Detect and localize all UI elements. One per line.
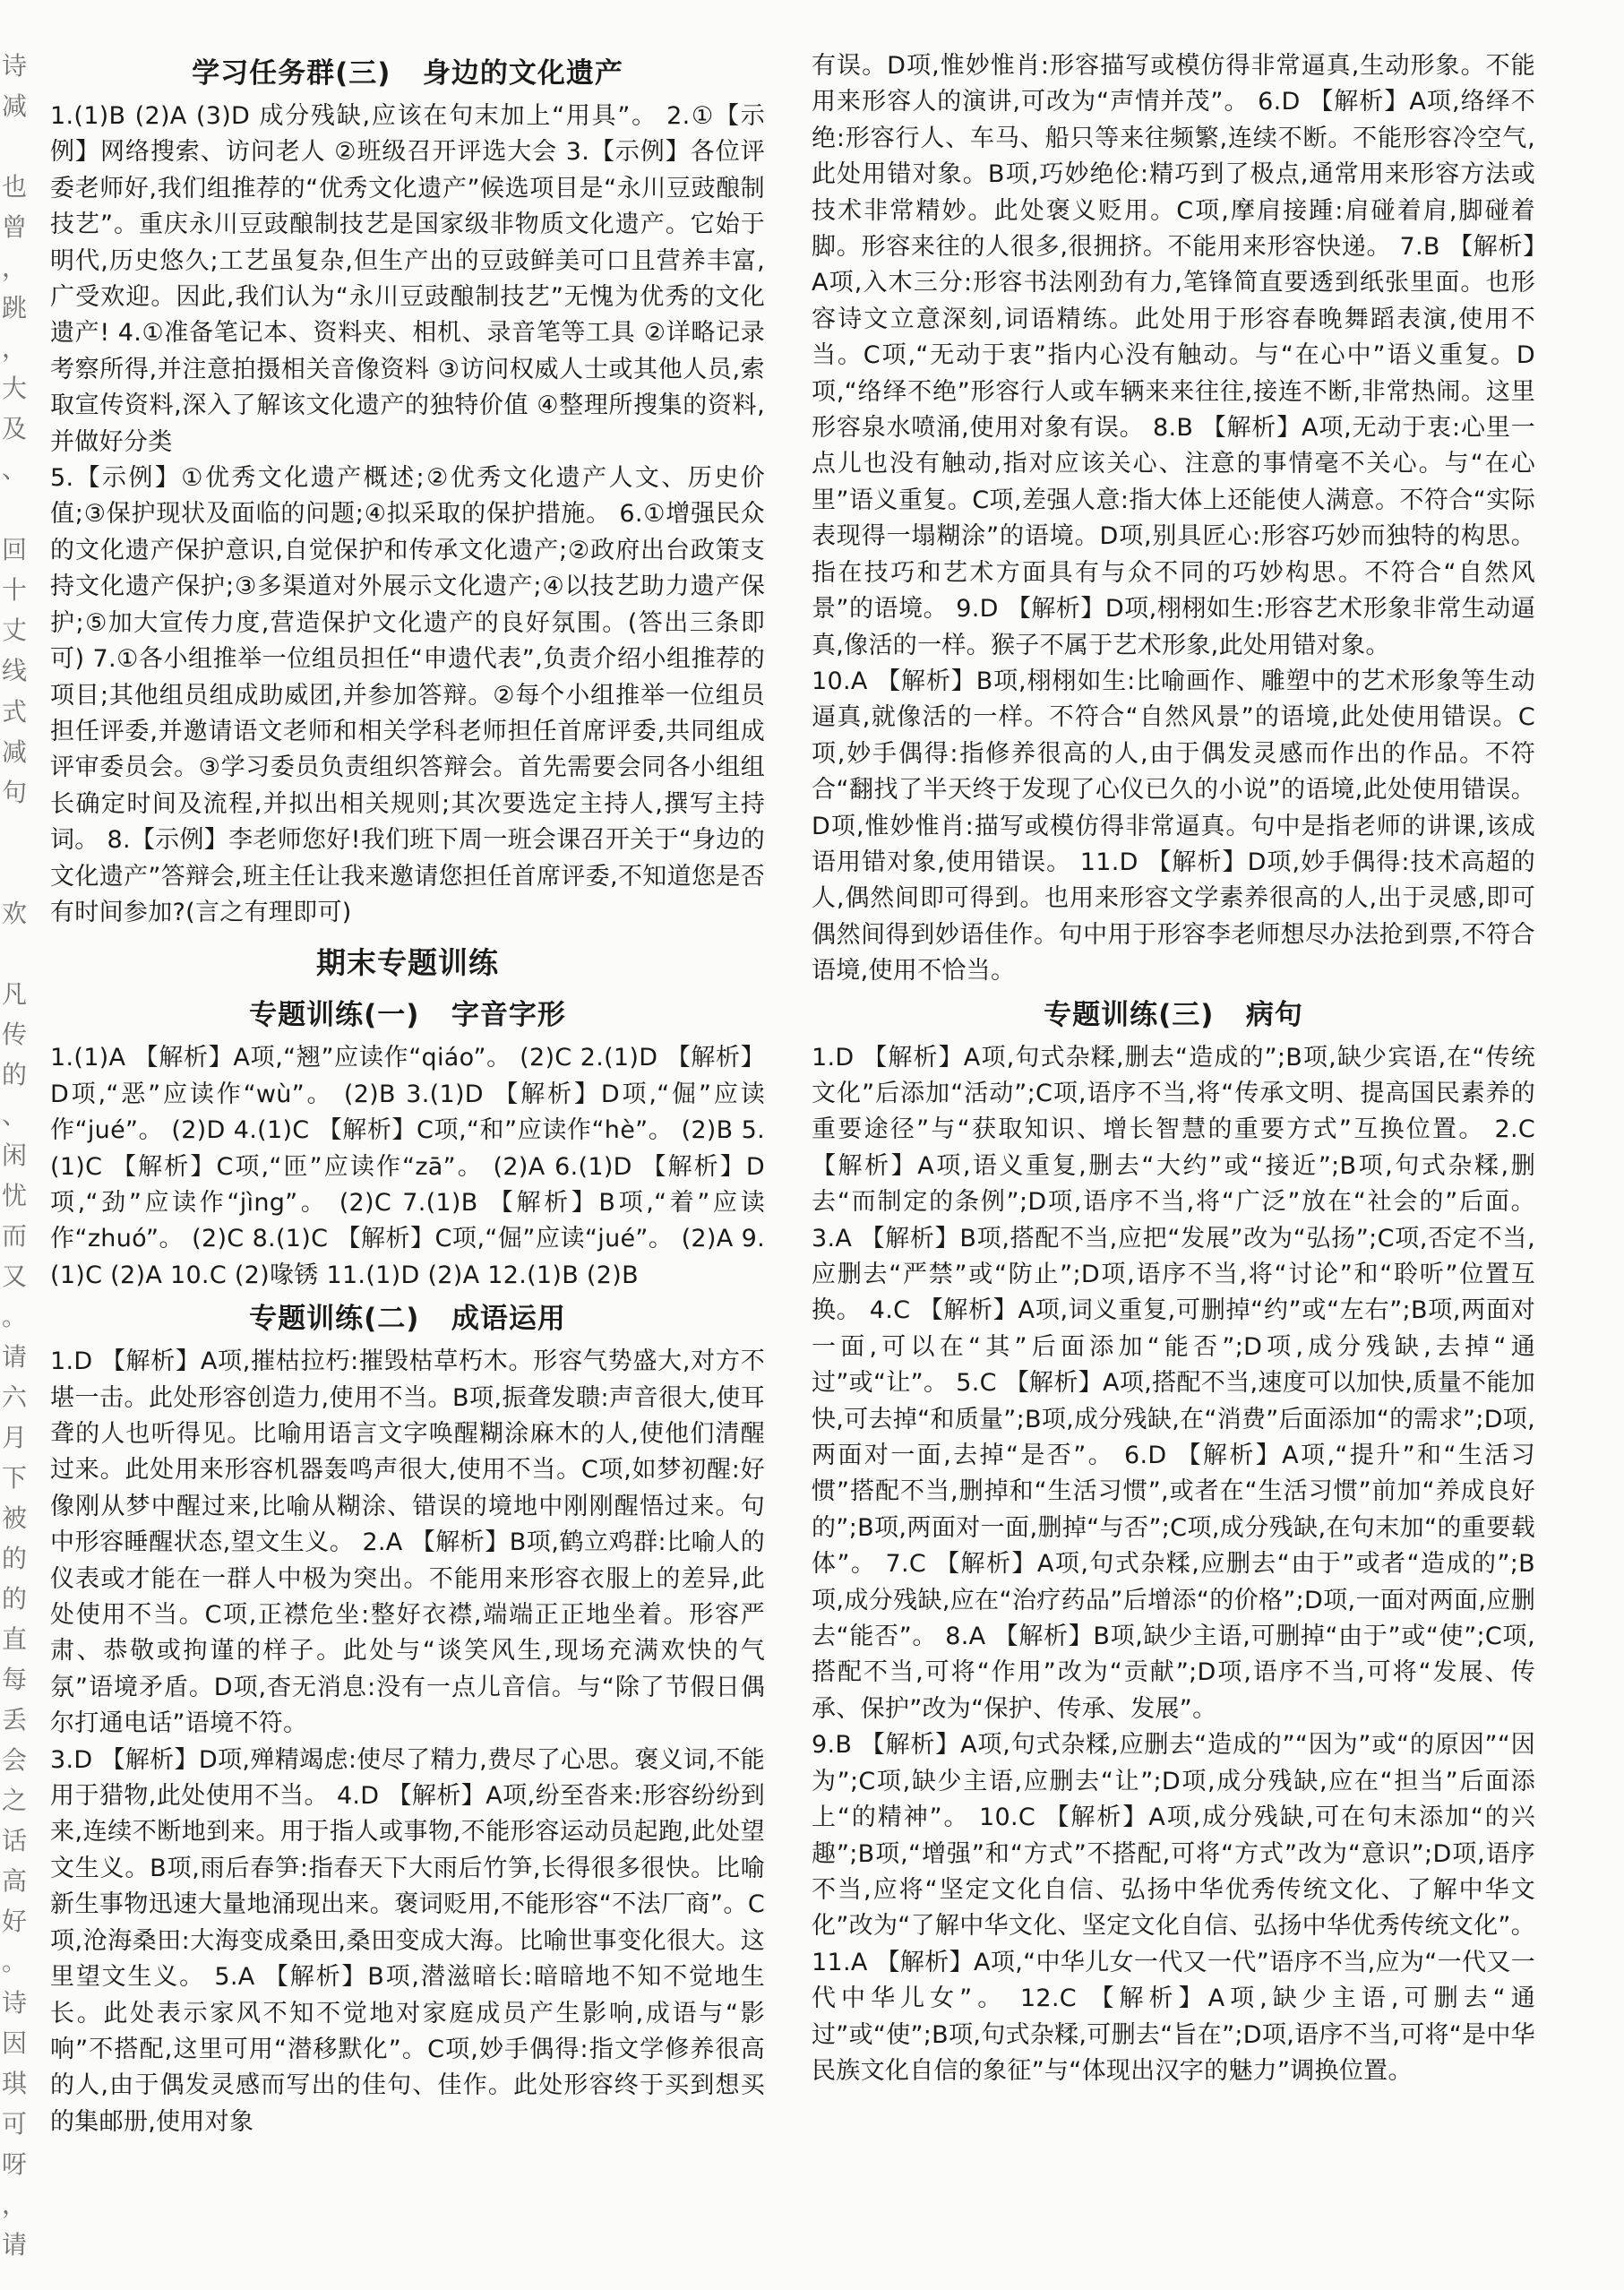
answer-block-pronunciation: 1.(1)A 【解析】A项,“翘”应读作“qiáo”。 (2)C 2.(1)D 【解析】D项,“恶”应读作“wù”。 (2)B 3.(1)D 【解析】D项,“倔”应读作“jué”。 (2)D 4.(1)C 【解析】C项,“和”应读作“hè”。 (2)B 5.(1)C 【解析】C项,“匝”应读作“zā”。 (2)A 6.(1)D 【解析】D项,“劲”应读作“jìng”。 (2)C 7.(1)B 【解析】B项,“着”应读作“zhuó”。 (2)C 8.(1)C 【解析】C项,“倔”应读“jué”。 (2)A 9.(1)C (2)A 10.C (2)喙锈 11.(1)D (2)A 12.(1)B (2)B (50, 1044, 765, 1289)
edge-char: 诗 (2, 1987, 28, 2018)
edge-char: 丢 (2, 1705, 28, 1735)
edge-char: 会 (2, 1745, 28, 1776)
edge-char (2, 134, 29, 159)
edge-char (2, 942, 29, 967)
edge-char: ， (2, 333, 28, 364)
edge-char: 六 (2, 1382, 28, 1413)
edge-char: 的 (2, 1584, 28, 1614)
edge-char: 直 (2, 1624, 28, 1655)
edge-char: 话 (2, 1826, 28, 1856)
edge-char: 跳 (2, 293, 28, 323)
answer-block-heritage-1: 1.(1)B (2)A (3)D 成分残缺,应该在句末加上“用具”。 2.①【示例】网络搜索、访问老人 ②班级召开评选大会 3.【示例】各位评委老师好,我们组推荐的“优秀文化遗产”候选项目是“永川豆豉酿制技艺”。重庆永川豆豉酿制技艺是国家级非物质文化遗产。它始于明代,历史悠久;工艺虽复杂,但生产出的豆豉鲜美可口且营养丰富,广受欢迎。因此,我们认为“永川豆豉酿制技艺”无愧为优秀的文化遗产! 4.①准备笔记本、资料夹、相机、录音笔等工具 ②详略记录考察所得,并注意拍摄相关音像资料 ③访问权威人士或其他人员,索取宣传资料,深入了解该文化遗产的独特价值 ④整理所搜集的资料,并做好分类 (50, 102, 765, 456)
answer-block-idioms-4: 10.A 【解析】B项,栩栩如生:比喻画作、雕塑中的艺术形象等生动逼真,就像活的一样。不符合“自然风景”的语境,此处使用错误。C项,妙手偶得:指修养很高的人,由于偶发灵感而作出的作品。不符合“翻找了半天终于发现了心仪已久的小说”的语境,此处使用错误。D项,惟妙惟肖:描写或模仿得非常逼真。句中是指老师的讲课,该成语用错对象,使用错误。 11.D 【解析】D项,妙手偶得:技术高超的人,偶然间即可得到。也用来形容文学素养很高的人,出于灵感,即可偶然间得到妙语佳作。句中用于形容李老师想尽办法抢到票,不符合语境,使用不恰当。 (812, 667, 1535, 986)
section-heading-training-3: 专题训练(三) 病句 (1044, 998, 1303, 1031)
edge-char: 线 (2, 656, 28, 686)
left-column (50, 48, 765, 2140)
edge-char: 下 (2, 1463, 28, 1494)
edge-char (2, 821, 29, 846)
edge-char: ， (2, 253, 28, 283)
edge-char: 丈 (2, 616, 28, 646)
edge-char: 欢 (2, 898, 28, 928)
edge-char: 减 (2, 91, 28, 122)
edge-char: 。 (2, 1301, 28, 1331)
edge-char: 回 (2, 535, 28, 565)
edge-char: 句 (2, 777, 28, 807)
edge-char: 请 (2, 1342, 28, 1372)
edge-char: 被 (2, 1503, 28, 1534)
edge-char: 的 (2, 1544, 28, 1574)
edge-char: 也 (2, 172, 28, 202)
adjacent-page-edge-text (2, 51, 29, 2260)
answer-block-sentences-1: 1.D 【解析】A项,句式杂糅,删去“造成的”;B项,缺少宾语,在“传统文化”后添加“活动”;C项,语序不当,将“传承文明、提高国民素养的重要途径”与“获取知识、增长智慧的重要方式”互换位置。 2.C 【解析】A项,语义重复,删去“大约”或“接近”;B项,句式杂糅,删去“而制定的条例”;D项,语序不当,将“广泛”放在“社会的”后面。 3.A 【解析】B项,搭配不当,应把“发展”改为“弘扬”;C项,否定不当,应删去“严禁”或“防止”;D项,语序不当,将“讨论”和“聆听”位置互换。 4.C 【解析】A项,词义重复,可删掉“约”或“左右”;B项,两面对一面,可以在“其”后面添加“能否”;D项,成分残缺,去掉“通过”或“让”。 5.C 【解析】A项,搭配不当,速度可以加快,质量不能加快,可去掉“和质量”;B项,成分残缺,在“消费”后面添加“的需求”;D项,两面对一面,去掉“是否”。 6.D 【解析】A项,“提升”和“生活习惯”搭配不当,删掉和“生活习惯”,或者在“生活习惯”前加“养成良好的”;B项,两面对一面,删掉“与否”;C项,成分残缺,在句末加“的重要载体”。 7.C 【解析】A项,句式杂糅,应删去“由于”或者“造成的”;B项,成分残缺,应在“治疗药品”后增添“的价格”;D项,一面对两面,应删去“能否”。 8.A 【解析】B项,缺少主语,可删掉“由于”或“使”;C项,搭配不当,可将“作用”改为“贡献”;D项,语序不当,可将“发展、传承、保护”改为“保护、传承、发展”。 (812, 1043, 1535, 1723)
edge-char: 好 (2, 1907, 28, 1937)
edge-char: 十 (2, 575, 28, 606)
edge-char: 诗 (2, 51, 28, 81)
edge-char: 请 (2, 2229, 28, 2260)
edge-char (2, 861, 29, 886)
section-heading-training-2: 专题训练(二) 成语运用 (249, 1303, 566, 1336)
edge-char: 可 (2, 2108, 28, 2139)
edge-char: 月 (2, 1423, 28, 1453)
edge-char: 曾 (2, 212, 28, 243)
answer-block-idioms-1: 1.D 【解析】A项,摧枯拉朽:摧毁枯草朽木。形容气势盛大,对方不堪一击。此处形容创造力,使用不当。B项,振聋发聩:声音很大,使耳聋的人也听得见。比喻用语言文字唤醒糊涂麻木的人,使他们清醒过来。此处用来形容机器轰鸣声很大,使用不当。C项,如梦初醒:好像刚从梦中醒过来,比喻从糊涂、错误的境地中刚刚醒悟过来。句中形容睡醒状态,望文生义。 2.A 【解析】B项,鹤立鸡群:比喻人的仪表或才能在一群人中极为突出。不能用来形容衣服上的差异,此处使用不当。C项,正襟危坐:整好衣襟,端端正正地坐着。形容严肃、恭敬或拘谨的样子。此处与“谈笑风生,现场充满欢快的气氛”语境矛盾。D项,杳无消息:没有一点儿音信。与“除了节假日偶尔打通电话”语境不符。 (50, 1347, 766, 1738)
edge-char: 闲 (2, 1140, 28, 1170)
edge-char: 忧 (2, 1180, 28, 1210)
edge-char: ， (2, 2189, 28, 2219)
answer-block-sentences-2: 9.B 【解析】A项,句式杂糅,应删去“造成的”“因为”或“的原因”“因为”;C项,缺少主语,应删去“让”;D项,成分残缺,应在“担当”后面添上“的精神”。 10.C 【解析】A项,成分残缺,可在句末添加“的兴趣”;B项,“增强”和“方式”不搭配,可将“方式”改为“意识”;D项,语序不当,应将“坚定文化自信、弘扬中华优秀传统文化、了解中华文化”改为“了解中华文化、坚定文化自信、弘扬中华优秀传统文化”。 11.A 【解析】A项,“中华儿女一代又一代”语序不当,应为“一代又一代中华儿女”。 12.C 【解析】A项,缺少主语,可删去“通过”或“使”;B项,句式杂糅,可删去“旨在”;D项,语序不当,可将“是中华民族文化自信的象征”与“体现出汉字的魅力”调换位置。 (812, 1731, 1535, 2085)
edge-char (2, 497, 29, 522)
answer-block-heritage-2: 5.【示例】①优秀文化遗产概述;②优秀文化遗产人文、历史价值;③保护现状及面临的问题;④拟采取的保护措施。 6.①增强民众的文化遗产保护意识,自觉保护和传承文化遗产;②政府出台政策支持文化遗产保护;③多渠道对外展示文化遗产;④以技艺助力遗产保护;⑤加大宣传力度,营造保护文化遗产的良好氛围。(答出三条即可) 7.①各小组推举一位组员担任“申遗代表”,负责介绍小组推荐的项目;其他组员组成助威团,并参加答辩。②每个小组推举一位组员担任评委,并邀请语文老师和相关学科老师担任首席评委,共同组成评审委员会。③学习委员负责组织答辩会。首先需要会同各小组组长确定时间及流程,并拟出相关规则;其次要选定主持人,撰写主持词。 8.【示例】李老师您好!我们班下周一班会课召开关于“身边的文化遗产”答辩会,班主任让我来邀请您担任首席评委,不知道您是否有时间参加?(言之有理即可) (50, 464, 765, 926)
edge-char: 及 (2, 414, 28, 444)
edge-char: 传 (2, 1019, 28, 1049)
right-column (812, 48, 1535, 2089)
edge-char: 之 (2, 1786, 28, 1816)
edge-char: 、 (2, 1099, 28, 1130)
section-heading-training-1: 专题训练(一) 字音字形 (249, 999, 566, 1032)
section-heading-cultural-heritage: 学习任务群(三) 身边的文化遗产 (192, 57, 623, 90)
section-heading-final-training: 期末专题训练 (316, 945, 499, 981)
edge-char: 琪 (2, 2068, 28, 2098)
answer-block-idioms-3: 有误。D项,惟妙惟肖:形容描写或模仿得非常逼真,生动形象。不能用来形容人的演讲,可改为“声情并茂”。 6.D 【解析】A项,络绎不绝:形容行人、车马、船只等来往频繁,连续不断。不能形容冷空气,此处用错对象。B项,巧妙绝伦:精巧到了极点,通常用来形容方法或技术非常精妙。此处褒义贬用。C项,摩肩接踵:肩碰着肩,脚碰着脚。形容来往的人很多,很拥挤。不能用来形容快递。 7.B 【解析】A项,入木三分:形容书法刚劲有力,笔锋简直要透到纸张里面。也形容诗文立意深刻,词语精练。此处用于形容春晚舞蹈表演,使用不当。C项,“无动于衷”指内心没有触动。与“在心中”语义重复。D项,“络绎不绝”形容行人或车辆来来往往,接连不断,非常热闹。这里形容泉水喷涌,使用对象有误。 8.B 【解析】A项,无动于衷:心里一点儿也没有触动,指对应该关心、注意的事情毫不关心。与“在心里”语义重复。C项,差强人意:指大体上还能使人满意。不符合“实际表现得一塌糊涂”的语境。D项,别具匠心:形容巧妙而独特的构思。指在技巧和艺术方面具有与众不同的巧妙构思。不符合“自然风景”的语境。 9.D 【解析】D项,栩栩如生:形容艺术形象非常生动逼真,像活的一样。猴子不属于艺术形象,此处用错对象。 (812, 52, 1535, 659)
edge-char: 而 (2, 1220, 28, 1251)
edge-char: 、 (2, 454, 28, 485)
edge-char: 因 (2, 2027, 28, 2058)
edge-char: 式 (2, 696, 28, 727)
edge-char: 凡 (2, 978, 28, 1009)
edge-char: 呀 (2, 2148, 28, 2179)
edge-char: 大 (2, 374, 28, 404)
edge-char: 减 (2, 736, 28, 767)
edge-char: 高 (2, 1866, 28, 1897)
edge-char: 每 (2, 1665, 28, 1695)
answer-block-idioms-2: 3.D 【解析】D项,殚精竭虑:使尽了精力,费尽了心思。褒义词,不能用于猎物,此处使用不当。 4.D 【解析】A项,纷至沓来:形容纷纷到来,连续不断地到来。用于指人或事物,不能形容运动员起跑,此处望文生义。B项,雨后春笋:指春天下大雨后竹笋,长得很多很快。比喻新生事物迅速大量地涌现出来。褒词贬用,不能形容“不法厂商”。C项,沧海桑田:大海变成桑田,桑田变成大海。比喻世事变化很大。这里望文生义。 5.A 【解析】B项,潜滋暗长:暗暗地不知不觉地生长。此处表示家风不知不觉地对家庭成员产生影响,成语与“影响”不搭配,这里可用“潜移默化”。C项,妙手偶得:指文学修养很高的人,由于偶发灵感而写出的佳句、佳作。此处形容终于买到想买的集邮册,使用对象 (50, 1745, 765, 2136)
edge-char: 。 (2, 1947, 28, 1977)
edge-char: 又 (2, 1261, 28, 1291)
edge-char: 的 (2, 1059, 28, 1089)
